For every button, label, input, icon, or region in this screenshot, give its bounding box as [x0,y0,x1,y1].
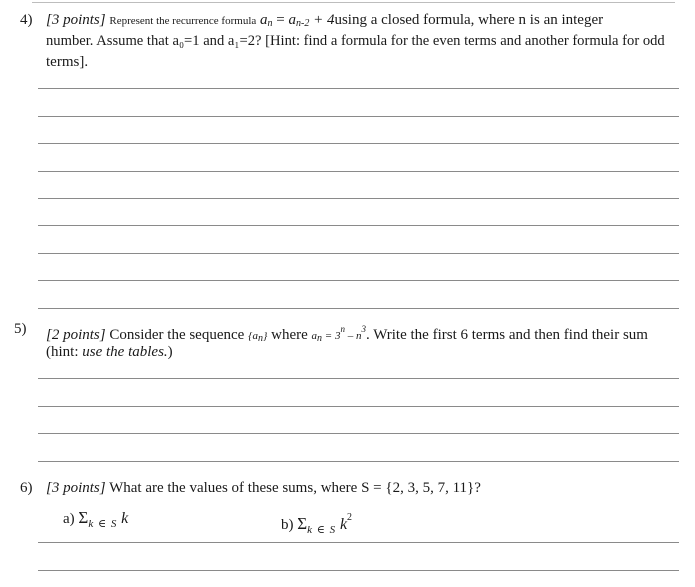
summation-power: 2 [347,512,353,523]
answer-line[interactable] [38,542,679,543]
summation-term: k [121,510,129,527]
sequence-notation: {an} [248,330,268,344]
answer-line[interactable] [38,225,679,226]
answer-line[interactable] [38,406,679,407]
top-rule [32,2,675,3]
summation-symbol: Σ [297,514,308,533]
sequence-formula: an = $3^n - n^3$ [311,324,366,344]
question-number: 5) [14,321,27,337]
part-a [63,508,128,534]
answer-line[interactable] [38,171,679,172]
answer-line[interactable] [38,143,679,144]
question-hint: (hint: use the tables.) [46,344,173,360]
answer-line[interactable] [38,461,679,462]
question-text: using a closed formula, where n is an integer [334,12,604,28]
question-text: What are the values of these sums, where S = {2, 3, 5, 7, 11}? [109,480,481,496]
part-b [281,508,352,540]
question-text: . Write the first 6 terms and then find their sum [365,327,648,343]
question-text-line-3: terms]. [46,54,89,70]
answer-line[interactable] [38,433,679,434]
points-label: [3 points] [46,12,106,28]
answer-line[interactable] [38,253,679,254]
question-text: Represent the recurrence formula [109,15,257,27]
question-number: 6) [20,480,33,496]
answer-line[interactable] [38,308,679,309]
formula-rhs: $a_{n-2} + 4$ [288,12,335,29]
question-text: Consider the sequence [109,327,245,343]
formula-lhs: $a_n$ [260,12,273,29]
answer-line[interactable] [38,88,679,89]
summation-symbol: Σ [78,508,89,527]
answer-line[interactable] [38,570,679,571]
question-text-line-2: number. Assume that a₀=1 and a₁=2? [Hint: find a formula for the even terms and another formula for odd [46,33,665,49]
formula-equals: = [276,12,285,28]
summation-index: k ∈ S [88,518,118,530]
summation-term: k [339,516,348,533]
question-number: 4) [20,12,33,28]
part-a-label: a) [63,511,75,527]
answer-line[interactable] [38,198,679,199]
question-text-line-1 [46,478,481,498]
answer-line[interactable] [38,280,679,281]
summation-index: k ∈ S [307,524,337,536]
points-label: [3 points] [46,480,106,496]
part-b-label: b) [281,517,294,533]
answer-line[interactable] [38,116,679,117]
question-text: where [271,327,308,343]
answer-line[interactable] [38,378,679,379]
points-label: [2 points] [46,327,106,343]
